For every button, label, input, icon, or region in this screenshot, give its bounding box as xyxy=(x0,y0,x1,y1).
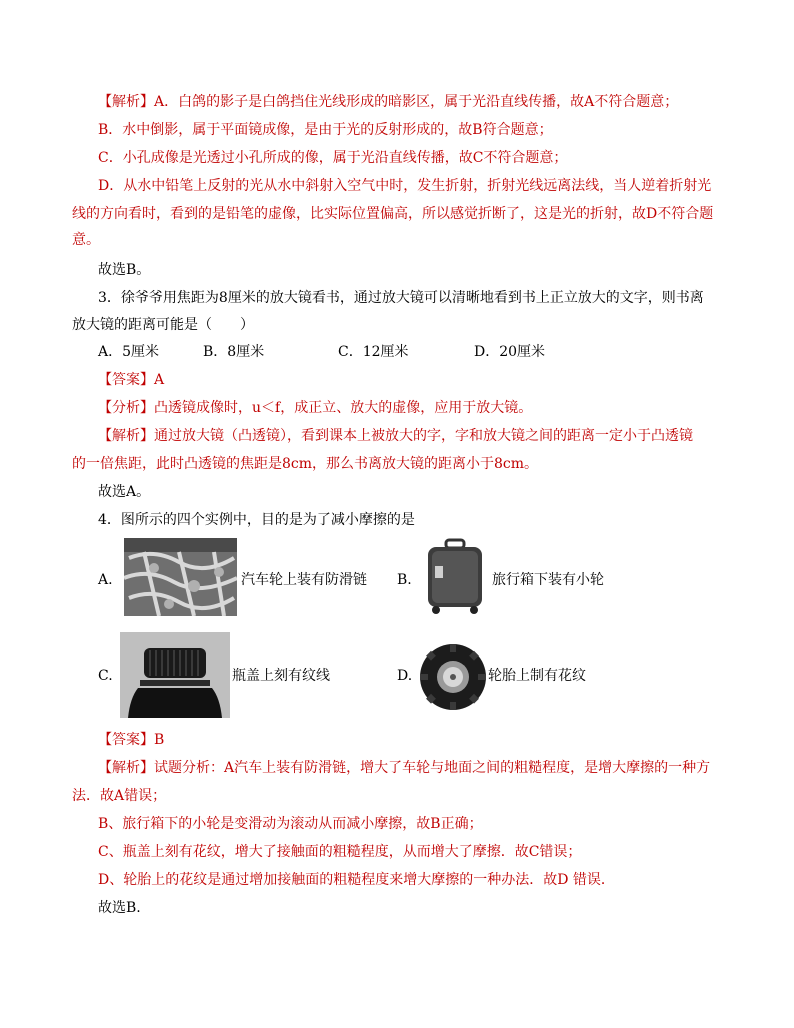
jiexi-line-q4-1 xyxy=(98,758,710,778)
option-b-letter: B. xyxy=(397,572,412,588)
snow-chain-icon xyxy=(124,538,237,616)
snow-chain-tire-image xyxy=(124,538,237,616)
question-4-stem: 4．图所示的四个实例中，目的是为了减小摩擦的是 xyxy=(98,512,415,528)
jiexi-tag: 【解析】 xyxy=(98,760,154,776)
fenxi-line-q3 xyxy=(98,398,532,418)
analysis-line-4: D．从水中铅笔上反射的光从水中斜射入空气中时，发生折射，折射光线远离法线，当人逆着折射光 xyxy=(98,178,712,194)
fenxi-tag: 【分析】 xyxy=(98,400,154,416)
answer-value: A xyxy=(154,372,165,388)
jiexi-text: 试题分析：A汽车上装有防滑链，增大了车轮与地面之间的粗糙程度，是增大摩擦的一种方 xyxy=(154,760,711,776)
option-b-text: 旅行箱下装有小轮 xyxy=(492,572,604,588)
jiexi-line-q3-2: 的一倍焦距，此时凸透镜的焦距是8cm，那么书离放大镜的距离小于8cm。 xyxy=(72,456,539,472)
option-c: C．12厘米 xyxy=(338,344,409,360)
answer-choice-q3: 故选A。 xyxy=(98,484,151,500)
option-d-text: 轮胎上制有花纹 xyxy=(488,668,586,684)
analysis-line-1 xyxy=(98,92,678,112)
answer-choice-q4: 故选B. xyxy=(98,900,141,916)
jiexi-text: 通过放大镜（凸透镜），看到课本上被放大的字，字和放大镜之间的距离一定小于凸透镜 xyxy=(154,428,693,444)
answer-choice-q2: 故选B。 xyxy=(98,262,151,278)
answer-tag: 【答案】 xyxy=(98,732,154,748)
option-a-letter: A. xyxy=(98,572,113,588)
jiexi-tag: 【解析】 xyxy=(98,428,154,444)
suitcase-icon xyxy=(422,538,488,616)
answer-line-q3 xyxy=(98,370,164,390)
question-3-stem-1: 3．徐爷爷用焦距为8厘米的放大镜看书，通过放大镜可以清晰地看到书上正立放大的文字，则书离 xyxy=(98,290,704,306)
analysis-text: A．白鸽的影子是白鸽挡住光线形成的暗影区，属于光沿直线传播，故A不符合题意； xyxy=(154,94,679,110)
jiexi-line-q4-c: C、瓶盖上刻有花纹，增大了接触面的粗糙程度，从而增大了摩擦．故C错误； xyxy=(98,844,582,860)
jiexi-line-q3-1 xyxy=(98,426,693,446)
analysis-line-5: 线的方向看时，看到的是铅笔的虚像，比实际位置偏高，所以感觉折断了，这是光的折射，故D不符合题 xyxy=(72,206,714,222)
question-3-stem-2: 放大镜的距离可能是（ ） xyxy=(72,317,254,333)
option-b: B．8厘米 xyxy=(203,344,265,360)
tire-tread-image xyxy=(418,640,488,714)
analysis-line-6: 意。 xyxy=(72,232,100,248)
option-d: D．20厘米 xyxy=(474,344,546,360)
suitcase-image xyxy=(422,538,488,616)
option-c-letter: C. xyxy=(98,668,113,684)
tire-icon xyxy=(418,640,488,714)
answer-line-q4 xyxy=(98,730,164,750)
bottle-cap-image xyxy=(120,632,230,718)
analysis-tag: 【解析】 xyxy=(98,94,154,110)
answer-tag: 【答案】 xyxy=(98,372,154,388)
bottle-cap-icon xyxy=(120,632,230,718)
fenxi-text: 凸透镜成像时，u＜f，成正立、放大的虚像，应用于放大镜。 xyxy=(154,400,533,416)
option-a-text: 汽车轮上装有防滑链 xyxy=(241,572,367,588)
option-c-text: 瓶盖上刻有纹线 xyxy=(232,668,330,684)
jiexi-line-q4-d: D、轮胎上的花纹是通过增加接触面的粗糙程度来增大摩擦的一种办法．故D 错误． xyxy=(98,872,615,888)
answer-value: B xyxy=(154,732,165,748)
jiexi-line-q4-2: 法．故A错误； xyxy=(72,788,167,804)
option-d-letter: D. xyxy=(397,668,413,684)
option-a: A．5厘米 xyxy=(98,344,160,360)
analysis-line-3: C．小孔成像是光透过小孔所成的像，属于光沿直线传播，故C不符合题意； xyxy=(98,150,568,166)
analysis-line-2: B．水中倒影，属于平面镜成像，是由于光的反射形成的，故B符合题意； xyxy=(98,122,553,138)
jiexi-line-q4-b: B、旅行箱下的小轮是变滑动为滚动从而减小摩擦，故B正确； xyxy=(98,816,483,832)
